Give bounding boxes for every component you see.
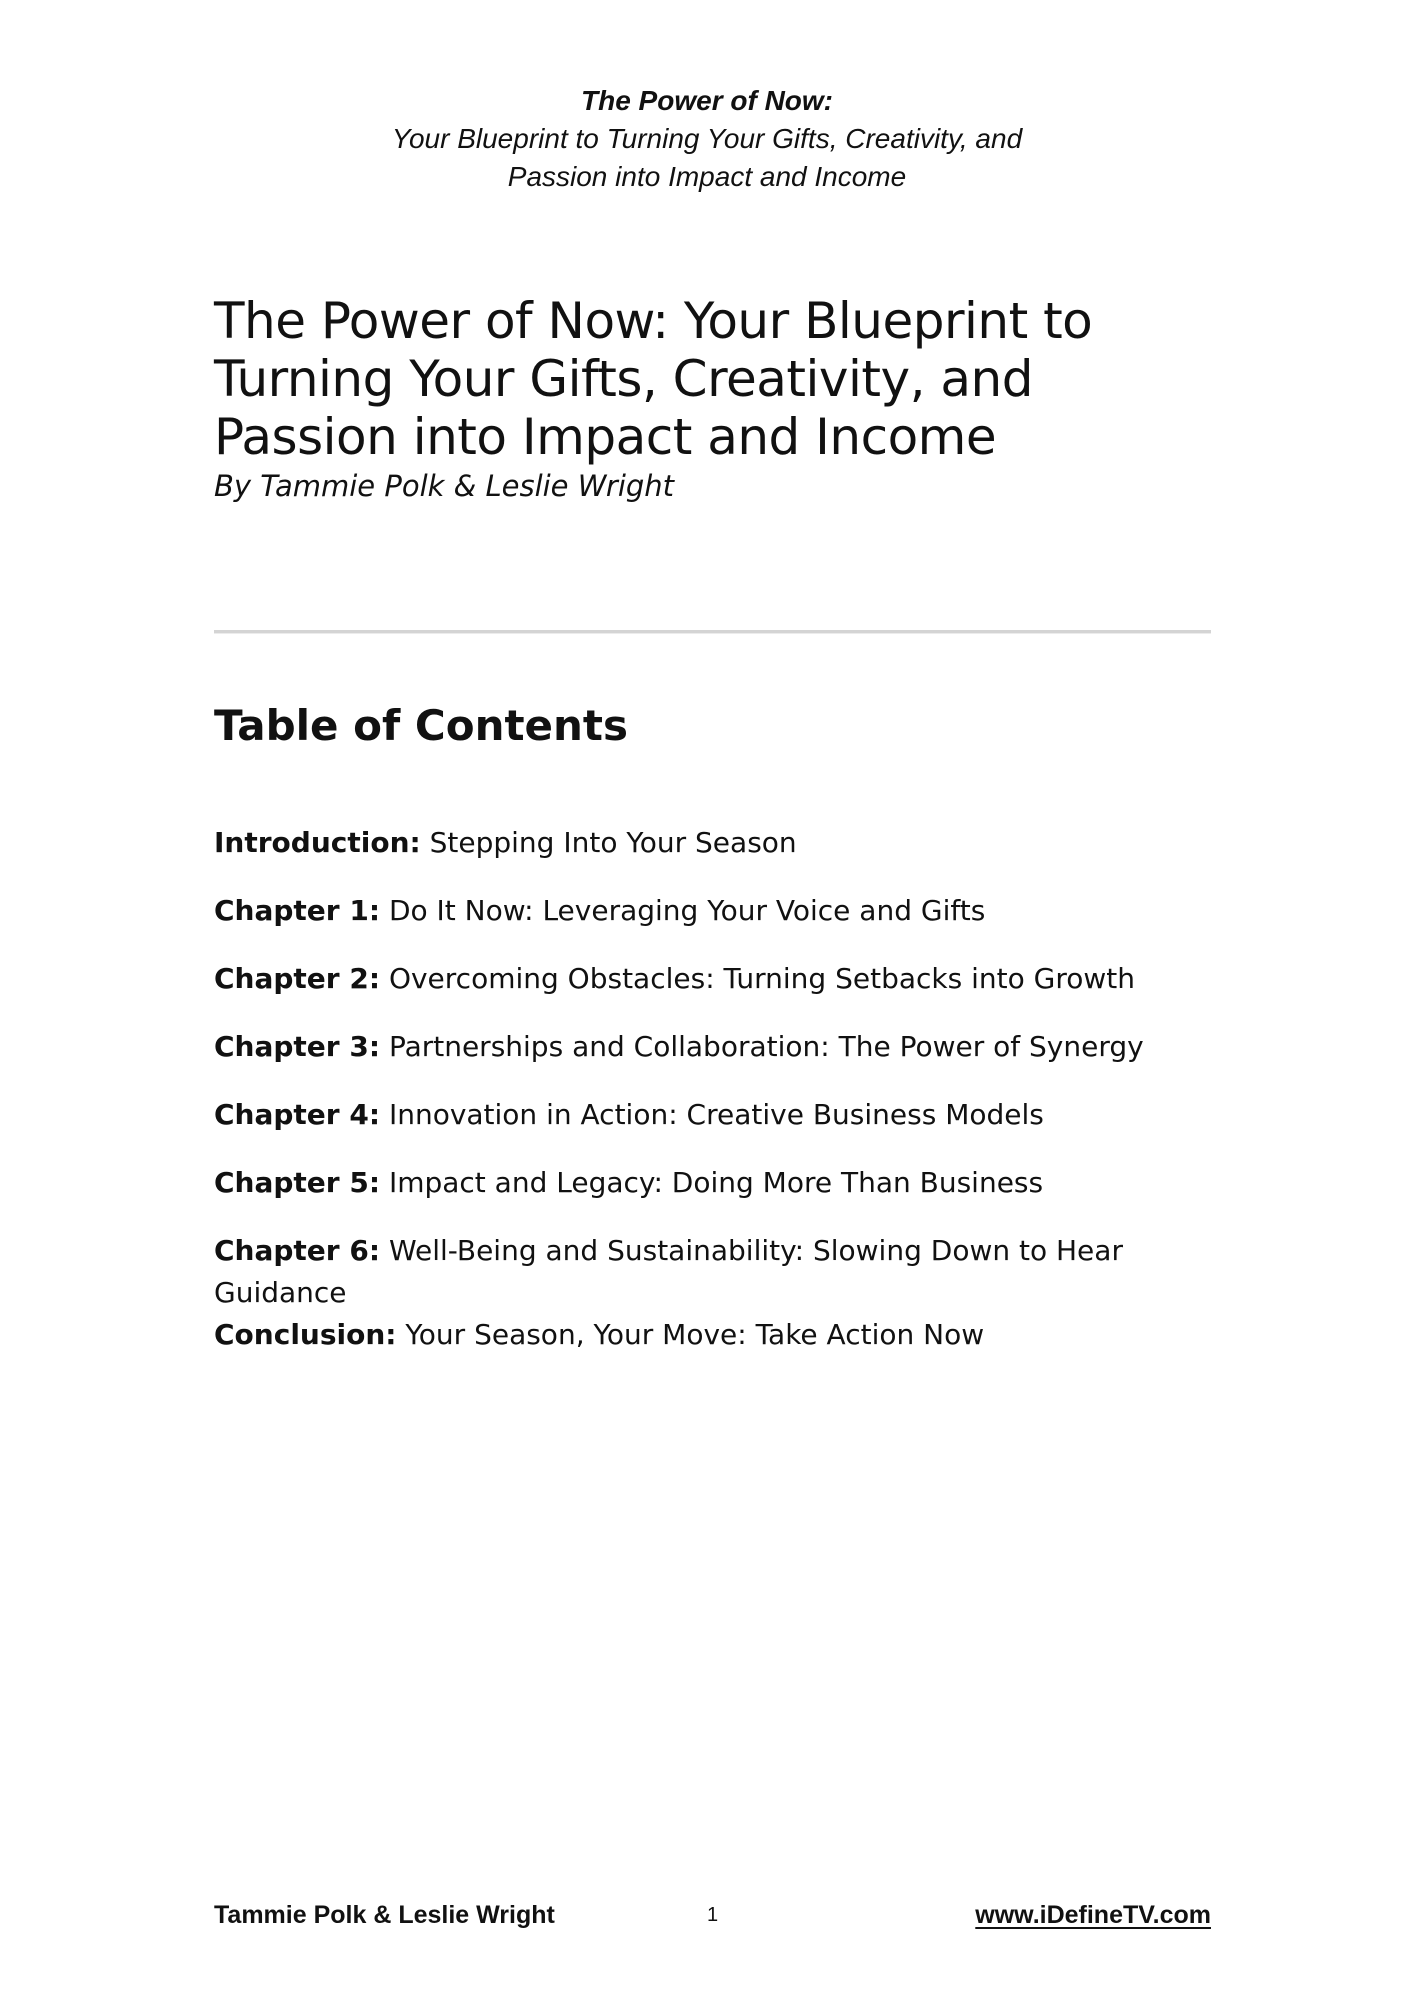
- website-link[interactable]: www.iDefineTV.com: [975, 1901, 1211, 1929]
- section-divider: [214, 630, 1211, 634]
- footer-authors: Tammie Polk & Leslie Wright: [214, 1901, 555, 1929]
- page-number: 1: [707, 1904, 719, 1926]
- toc-entry-label: Chapter 1:: [214, 894, 381, 927]
- table-of-contents: [214, 822, 1194, 1356]
- toc-entry-title: Impact and Legacy: Doing More Than Business: [388, 1166, 1044, 1199]
- toc-entry-title: Your Season, Your Move: Take Action Now: [405, 1318, 985, 1351]
- document-byline: By Tammie Polk & Leslie Wright: [214, 469, 675, 503]
- toc-entry-conclusion: [214, 1314, 1194, 1356]
- toc-entry-title: Partnerships and Collaboration: The Power of Synergy: [388, 1030, 1144, 1063]
- toc-heading: Table of Contents: [214, 701, 629, 750]
- running-header-title: The Power of Now:: [581, 85, 833, 116]
- toc-entry-title: Stepping Into Your Season: [429, 826, 797, 859]
- toc-entry-label: Chapter 6:: [214, 1234, 381, 1267]
- document-title: The Power of Now: Your Blueprint to Turning Your Gifts, Creativity, and Passion into Impact and Income: [214, 292, 1093, 466]
- toc-entry-chapter-5: [214, 1162, 1194, 1204]
- toc-entry-label: Chapter 2:: [214, 962, 381, 995]
- page-footer: [214, 1895, 1211, 1935]
- toc-entry-chapter-6: [214, 1230, 1194, 1314]
- toc-entry-label: Chapter 4:: [214, 1098, 381, 1131]
- toc-entry-chapter-2: [214, 958, 1194, 1000]
- running-header-subtitle: Your Blueprint to Turning Your Gifts, Creativity, and Passion into Impact and Income: [391, 123, 1023, 192]
- toc-entry-title: Do It Now: Leveraging Your Voice and Gifts: [388, 894, 986, 927]
- toc-entry-title: Overcoming Obstacles: Turning Setbacks into Growth: [388, 962, 1135, 995]
- toc-entry-chapter-1: [214, 890, 1194, 932]
- toc-entry-label: Introduction:: [214, 826, 421, 859]
- toc-entry-label: Chapter 3:: [214, 1030, 381, 1063]
- toc-entry-title: Innovation in Action: Creative Business Models: [388, 1098, 1044, 1131]
- toc-entry-introduction: [214, 822, 1194, 864]
- toc-entry-title: Well-Being and Sustainability: Slowing Down to Hear Guidance: [214, 1234, 1123, 1309]
- running-header: [0, 82, 1414, 196]
- toc-entry-chapter-4: [214, 1094, 1194, 1136]
- toc-entry-label: Chapter 5:: [214, 1166, 381, 1199]
- toc-entry-label: Conclusion:: [214, 1318, 397, 1351]
- toc-entry-chapter-3: [214, 1026, 1194, 1068]
